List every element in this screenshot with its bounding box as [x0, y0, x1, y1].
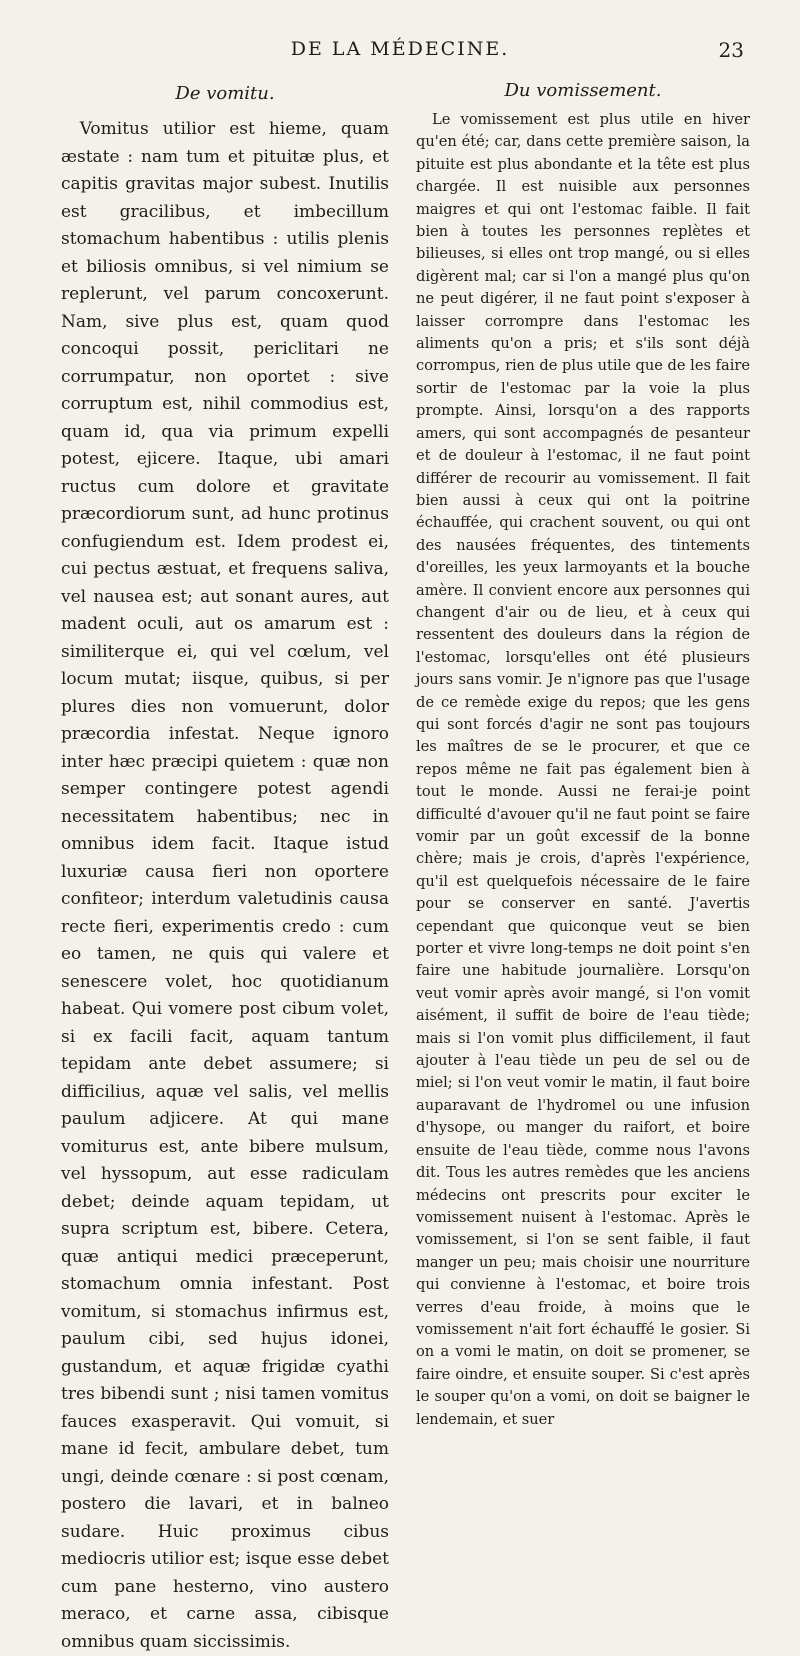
latin-section-heading: De vomitu.: [175, 83, 275, 104]
french-column: [416, 80, 750, 1431]
running-head: [0, 38, 800, 68]
running-title: DE LA MÉDECINE.: [290, 38, 510, 60]
french-paragraph: Le vomissement est plus utile en hiver qu'en été; car, dans cette première saison, la pituite est plus abondante et la tête est plus chargée. Il est nuisible aux personnes maigres et qui ont l'estomac faible. Il fait bien à toutes les personnes replètes et bilieuses, si elles ont trop mangé, ou si elles digèrent mal; car si l'on a mangé plus qu'on ne peut digérer, il ne faut point s'exposer à laisser corrompre dans l'estomac les aliments qu'on a pris; et s'ils sont déjà corrompus, rien de plus utile que de les faire sortir de l'estomac par la voie la plus prompte. Ainsi, lorsqu'on a des rapports amers, qui sont accompagnés de pesanteur et de douleur à l'estomac, il ne faut point différer de recourir au vomissement. Il fait bien aussi à ceux qui ont la poitrine échauffée, qui crachent souvent, ou qui ont des nausées fréquentes, des tintements d'oreilles, les yeux larmoyants et la bouche amère. Il convient encore aux personnes qui changent d'air ou de lieu, et à ceux qui ressentent des douleurs dans la région de l'estomac, lorsqu'elles ont été plusieurs jours sans vomir. Je n'ignore pas que l'usage de ce remède exige du repos; que les gens qui sont forcés d'agir ne sont pas toujours les maîtres de se le procurer, et que ce repos même ne fait pas également bien à tout le monde. Aussi ne ferai-je point difficulté d'avouer qu'il ne faut point se faire vomir par un goût excessif de la bonne chère; mais je crois, d'après l'expérience, qu'il est quelquefois nécessaire de le faire pour se conserver en santé. J'avertis cependant que quiconque veut se bien porter et vivre long-temps ne doit point s'en faire une habitude journalière. Lorsqu'on veut vomir après avoir mangé, si l'on vomit aisément, il suffit de boire de l'eau tiède; mais si l'on vomit plus difficilement, il faut ajouter à l'eau tiède un peu de sel ou de miel; si l'on veut vomir le matin, il faut boire auparavant de l'hydromel ou une infusion d'hysope, ou manger du raifort, et boire ensuite de l'eau tiède, comme nous l'avons dit. Tous les autres remèdes que les anciens médecins ont prescrits pour exciter le vomissement nuisent à l'estomac. Après le vomissement, si l'on se sent faible, il faut manger un peu; mais choisir une nourriture qui convienne à l'estomac, et boire trois verres d'eau froide, à moins que le vomissement n'ait fort échauffé le gosier. Si on a vomi le matin, on doit se promener, se faire oindre, et ensuite souper. Si c'est après le souper qu'on a vomi, on doit se baigner le lendemain, et suer: [416, 111, 750, 1428]
french-section-heading: Du vomissement.: [504, 80, 662, 101]
latin-paragraph: Vomitus utilior est hieme, quam æstate : nam tum et pituitæ plus, et capitis gravitas major subest. Inutilis est gracilibus, et imbecillum stomachum habentibus : utilis plenis et biliosis omnibus, si vel nimium se replerunt, vel parum concoxerunt. Nam, sive plus est, quam quod concoqui possit, periclitari ne corrumpatur, non oportet : sive corruptum est, nihil commodius est, quam id, qua via primum expelli potest, ejicere. Itaque, ubi amari ructus cum dolore et gravitate præcordiorum sunt, ad hunc protinus confugiendum est. Idem prodest ei, cui pectus æstuat, et frequens saliva, vel nausea est; aut sonant aures, aut madent oculi, aut os amarum est : similiterque ei, qui vel cœlum, vel locum mutat; iisque, quibus, si per plures dies non vomuerunt, dolor præcordia infestat. Neque ignoro inter hæc præcipi quietem : quæ non semper contingere potest agendi necessitatem habentibus; nec in omnibus idem facit. Itaque istud luxuriæ causa fieri non oportere confiteor; interdum valetudinis causa recte fieri, experimentis credo : cum eo tamen, ne quis qui valere et senescere volet, hoc quotidianum habeat. Qui vomere post cibum volet, si ex facili facit, aquam tantum tepidam ante debet assumere; si difficilius, aquæ vel salis, vel mellis paulum adjicere. At qui mane vomiturus est, ante bibere mulsum, vel hyssopum, aut esse radiculam debet; deinde aquam tepidam, ut supra scriptum est, bibere. Cetera, quæ antiqui medici præceperunt, stomachum omnia infestant. Post vomitum, si stomachus infirmus est, paulum cibi, sed hujus idonei, gustandum, et aquæ frigidæ cyathi tres bibendi sunt ; nisi tamen vomitus fauces exasperavit. Qui vomuit, si mane id fecit, ambulare debet, tum ungi, deinde cœnare : si post cœnam, postero die lavari, et in balneo sudare. Huic proximus cibus mediocris utilior est; isque esse debet cum pane hesterno, vino austero meraco, et carne assa, cibisque omnibus quam siccissimis.: [61, 119, 389, 1652]
latin-column: [61, 80, 389, 1656]
page-number: 23: [718, 38, 744, 62]
